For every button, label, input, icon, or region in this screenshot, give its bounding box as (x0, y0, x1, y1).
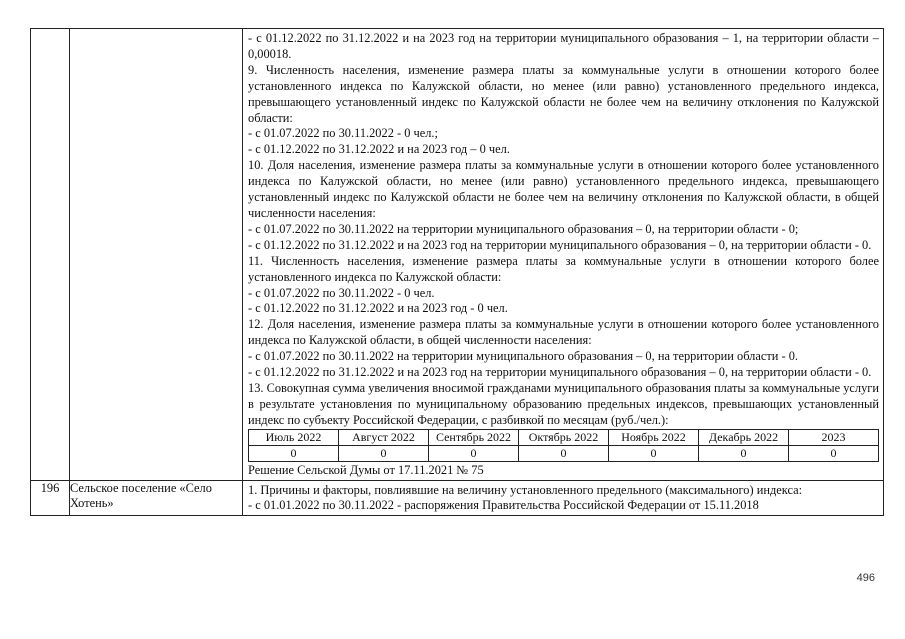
paragraph: 1. Причины и факторы, повлиявшие на величину установленного предельного (максимального) индекса: (248, 482, 803, 497)
month-header: Август 2022 (339, 429, 429, 445)
month-header: Сентябрь 2022 (429, 429, 519, 445)
months-header-row (249, 429, 879, 445)
month-value: 0 (789, 445, 879, 461)
month-value: 0 (249, 445, 339, 461)
paragraph: - с 01.12.2022 по 31.12.2022 и на 2023 год на территории муниципального образования – 0, на территории области - 0. (248, 365, 872, 380)
month-value: 0 (429, 445, 519, 461)
month-header: Ноябрь 2022 (609, 429, 699, 445)
paragraph: 12. Доля населения, изменение размера платы за коммунальные услуги в отношении которого более установленного индекса по Калужской области, в общей численности населения: (248, 317, 879, 348)
paragraph: 10. Доля населения, изменение размера платы за коммунальные услуги в отношении которого более установленного индекса по Калужской области, но менее (или равно) установленного предельного индекса, превышающего установленный индекс по Калужской области не более чем на величину отклонения по Калужской области, в общей численности населения: (248, 158, 879, 220)
details-content (243, 481, 883, 516)
paragraph: 11. Численность населения, изменение размера платы за коммунальные услуги в отношении которого более установленного индекса по Калужской области: (248, 253, 879, 284)
row-number-cell (31, 29, 70, 481)
month-header: Июль 2022 (249, 429, 339, 445)
month-header: 2023 (789, 429, 879, 445)
paragraph: 9. Численность населения, изменение размера платы за коммунальные услуги в отношении которого более установленного индекса по Калужской области, но менее (или равно) установленного предельного индекса, превышающего установленный индекс по Калужской области не более чем на величину отклонения по Калужской области: (248, 62, 879, 125)
month-value: 0 (609, 445, 699, 461)
month-header: Октябрь 2022 (519, 429, 609, 445)
paragraph: - с 01.01.2022 по 30.11.2022 - распоряжения Правительства Российской Федерации от 15.11.2018 (248, 498, 759, 513)
table-row (31, 480, 884, 516)
details-content (243, 29, 883, 480)
municipality-name-cell: Сельское поселение «Село Хотень» (70, 480, 243, 516)
details-cell (243, 29, 884, 481)
month-value: 0 (519, 445, 609, 461)
paragraph: - с 01.12.2022 по 31.12.2022 и на 2023 год на территории муниципального образования – 1, на территории области – 0,00018. (248, 31, 879, 61)
monthly-increase-table (248, 429, 879, 462)
table-row (31, 29, 884, 481)
paragraph: - с 01.07.2022 по 30.11.2022 на территории муниципального образования – 0, на территории области - 0. (248, 349, 799, 364)
months-value-row (249, 445, 879, 461)
paragraph: - с 01.12.2022 по 31.12.2022 и на 2023 год – 0 чел. (248, 142, 510, 157)
row-number-cell: 196 (31, 480, 70, 516)
municipal-index-table (30, 28, 884, 516)
paragraph: - с 01.07.2022 по 30.11.2022 на территории муниципального образования – 0, на территории области - 0; (248, 221, 799, 236)
paragraph: 13. Совокупная сумма увеличения вносимой гражданами муниципального образования платы за коммунальные услуги в результате установления по муниципальному образованию предельных индексов, превышающих установленный индекс по субъекту Российской Федерации, с разбивкой по месяцам (руб./чел.): (248, 380, 879, 427)
month-value: 0 (339, 445, 429, 461)
paragraph: - с 01.12.2022 по 31.12.2022 и на 2023 год на территории муниципального образования – 0, на территории области - 0. (248, 237, 872, 252)
decision-line: Решение Сельской Думы от 17.11.2021 № 75 (248, 462, 484, 477)
paragraph: - с 01.07.2022 по 30.11.2022 - 0 чел. (248, 285, 435, 300)
month-value: 0 (699, 445, 789, 461)
municipality-name-cell (70, 29, 243, 481)
month-header: Декабрь 2022 (699, 429, 789, 445)
paragraph: - с 01.12.2022 по 31.12.2022 и на 2023 год - 0 чел. (248, 301, 508, 316)
paragraph: - с 01.07.2022 по 30.11.2022 - 0 чел.; (248, 126, 438, 141)
page-number: 496 (856, 572, 875, 584)
details-cell (243, 480, 884, 516)
